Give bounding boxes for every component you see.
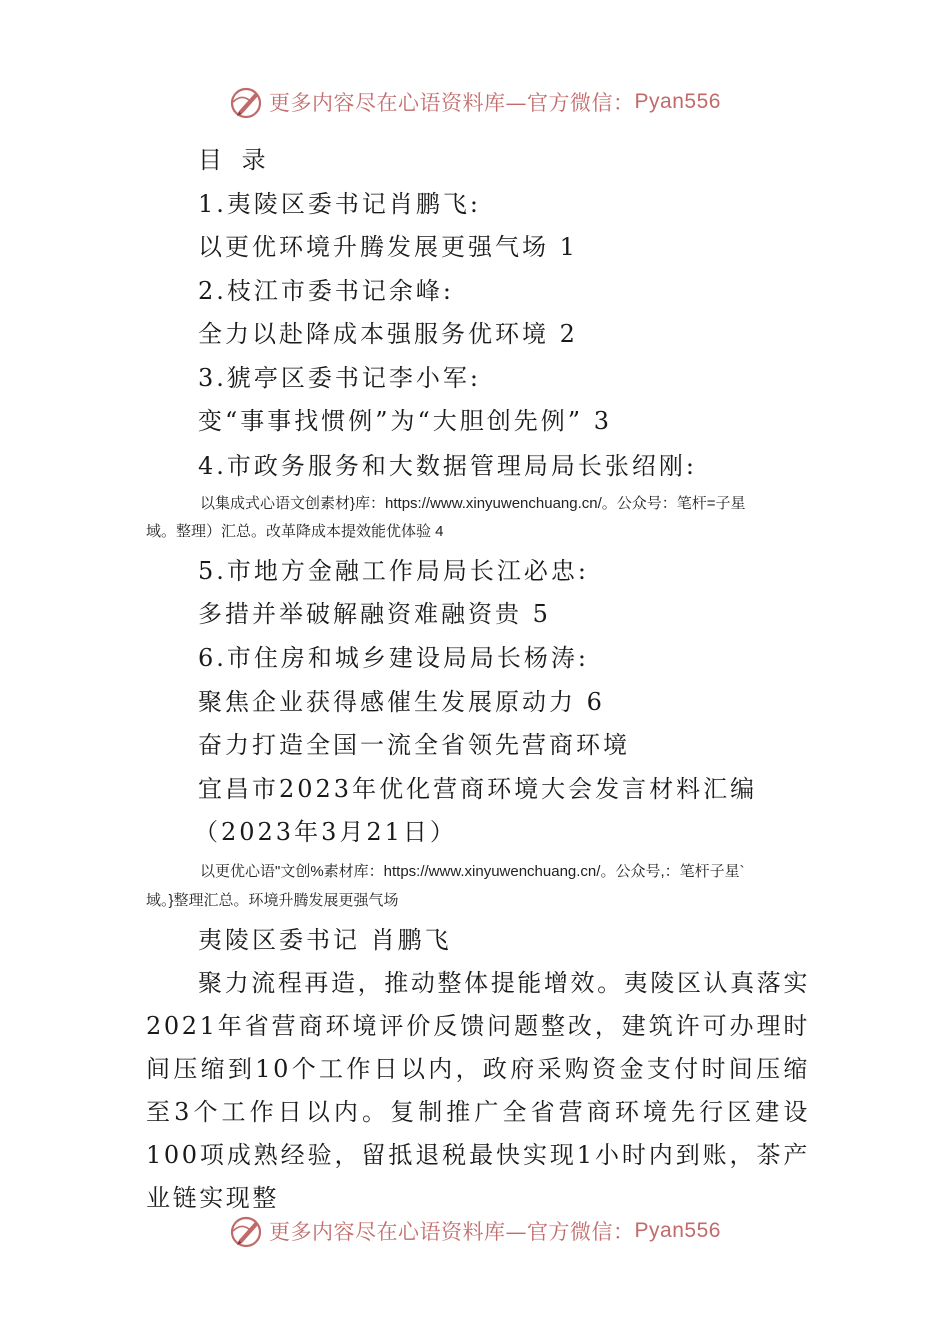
document-subtitle: 宜昌市2023年优化营商环境大会发言材料汇编 — [198, 775, 758, 803]
note-line: 域。}整理汇总。环境升腾发展更强气场 — [146, 892, 399, 909]
note-line: 以集成式心语文创素材}库：https://www.xinyuwenchuang.cn/。公众号：笔杆=子星 — [200, 495, 746, 512]
toc-title: 目 录 — [198, 146, 272, 174]
pen-logo-icon — [229, 84, 265, 120]
toc-item-subtitle: 聚焦企业获得感催生发展原动力 6 — [198, 688, 605, 716]
pen-logo-icon — [229, 1213, 265, 1249]
toc-item-subtitle: 以更优环境升腾发展更强气场 1 — [198, 233, 578, 261]
banner-handle: Pyan556 — [634, 1219, 721, 1242]
main-title: 奋力打造全国一流全省领先营商环境 — [198, 731, 630, 759]
toc-item-subtitle: 全力以赴降成本强服务优环境 2 — [198, 320, 578, 348]
toc-item-heading: 3.猇亭区委书记李小军: — [198, 364, 481, 392]
banner-text: 更多内容尽在心语资料库—官方微信： — [269, 91, 635, 115]
footer-banner — [0, 1211, 950, 1251]
toc-item-heading: 1.夷陵区委书记肖鹏飞: — [198, 190, 481, 218]
note-line: 域。整理）汇总。改革降成本提效能优体验 4 — [146, 523, 444, 540]
toc-item-subtitle: 多措并举破解融资难融资贵 5 — [198, 600, 551, 628]
toc-item-heading: 2.枝江市委书记余峰: — [198, 277, 454, 305]
document-date: （2023年3月21日） — [194, 818, 457, 846]
toc-item-heading: 6.市住房和城乡建设局局长杨涛: — [198, 644, 589, 672]
note-line: 以更优心语"文创%素材库：https://www.xinyuwenchuang.cn/。公众号,：笔杆子星` — [200, 863, 745, 880]
header-banner — [0, 82, 950, 122]
body-paragraph: 聚力流程再造，推动整体提能增效。夷陵区认真落实2021年省营商环境评价反馈问题整改，建筑许可办理时间压缩到10个工作日以内，政府采购资金支付时间压缩至3个工作日以内。复制推广全省营商环境先行区建设100项成熟经验，留抵退税最快实现1小时内到账，茶产业链实现整 — [146, 969, 810, 1212]
banner-text: 更多内容尽在心语资料库—官方微信： — [269, 1220, 635, 1244]
banner-handle: Pyan556 — [634, 90, 721, 113]
toc-item-subtitle: 变“事事找惯例”为“大胆创先例” 3 — [198, 407, 612, 435]
toc-item-heading: 5.市地方金融工作局局长江必忠: — [198, 557, 589, 585]
toc-item-heading: 4.市政务服务和大数据管理局局长张绍刚: — [198, 452, 697, 480]
speaker-line: 夷陵区委书记 肖鹏飞 — [198, 926, 452, 954]
